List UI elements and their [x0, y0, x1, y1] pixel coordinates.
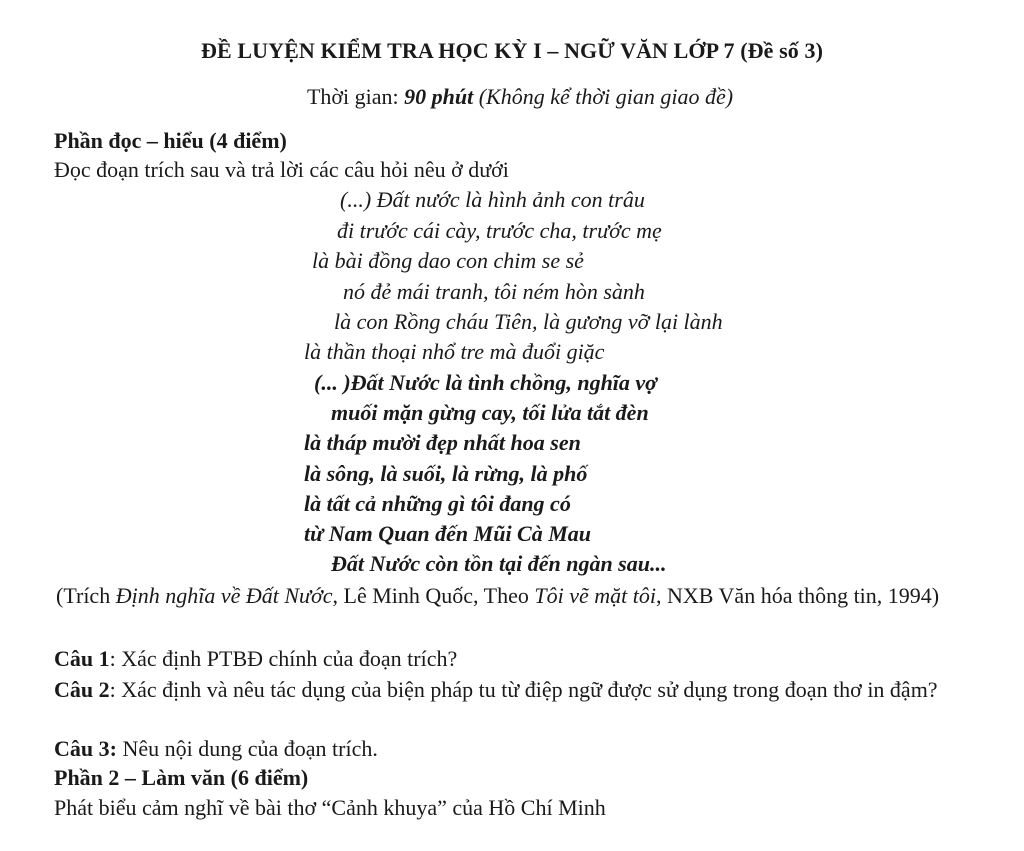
source-book-title: Tôi vẽ mặt tôi — [534, 583, 656, 608]
exam-time-line — [0, 84, 1024, 110]
poem-bold-line: từ Nam Quan đến Mũi Cà Mau — [304, 521, 592, 546]
poem-bold-line: (... )Đất Nước là tình chồng, nghĩa vợ — [314, 370, 657, 395]
part2-task: Phát biểu cảm nghĩ về bài thơ “Cảnh khuya” của Hồ Chí Minh — [54, 795, 606, 820]
question-text: : Xác định PTBĐ chính của đoạn trích? — [109, 646, 458, 671]
source-author: , Lê Minh Quốc, Theo — [332, 583, 535, 608]
part1-instruction: Đọc đoạn trích sau và trả lời các câu hỏi nêu ở dưới — [54, 157, 509, 182]
poem-line: là con Rồng cháu Tiên, là gương vỡ lại lành — [334, 309, 723, 334]
time-note: (Không kể thời gian giao đề) — [473, 84, 734, 109]
poem-line: nó đẻ mái tranh, tôi ném hòn sành — [343, 279, 645, 304]
poem-line: (...) Đất nước là hình ảnh con trâu — [340, 187, 645, 212]
question-3 — [54, 734, 1004, 764]
poem-bold-line: Đất Nước còn tồn tại đến ngàn sau... — [331, 551, 667, 576]
part1-heading: Phần đọc – hiểu (4 điểm) — [54, 128, 287, 153]
source-citation — [56, 581, 1001, 611]
part2-heading: Phần 2 – Làm văn (6 điểm) — [54, 765, 309, 790]
source-publisher: , NXB Văn hóa thông tin, 1994) — [655, 583, 940, 608]
source-prefix: (Trích — [56, 583, 116, 608]
poem-bold-line: là tháp mười đẹp nhất hoa sen — [304, 430, 581, 455]
question-2 — [54, 675, 1004, 705]
question-text: : Xác định và nêu tác dụng của biện pháp tu từ điệp ngữ được sử dụng trong đoạn thơ in đậm? — [109, 677, 938, 702]
exam-title: ĐỀ LUYỆN KIỂM TRA HỌC KỲ I – NGỮ VĂN LỚP 7 (Đề số 3) — [200, 38, 824, 63]
poem-line: là bài đồng dao con chim se sẻ — [312, 248, 584, 273]
time-prefix: Thời gian: — [306, 84, 405, 109]
time-value: 90 phút — [404, 84, 474, 109]
question-text: Nêu nội dung của đoạn trích. — [116, 736, 378, 761]
question-label: Câu 1 — [54, 646, 110, 671]
source-work-title: Định nghĩa về Đất Nước — [115, 583, 333, 608]
poem-line: là thần thoại nhổ tre mà đuổi giặc — [304, 339, 605, 364]
question-label: Câu 2 — [54, 677, 110, 702]
question-label: Câu 3: — [54, 736, 117, 761]
poem-bold-line: là sông, là suối, là rừng, là phố — [304, 461, 588, 486]
question-1 — [54, 644, 1004, 674]
poem-bold-line: là tất cả những gì tôi đang có — [304, 491, 571, 516]
poem-bold-line: muối mặn gừng cay, tối lửa tắt đèn — [331, 400, 649, 425]
poem-line: đi trước cái cày, trước cha, trước mẹ — [337, 218, 662, 243]
